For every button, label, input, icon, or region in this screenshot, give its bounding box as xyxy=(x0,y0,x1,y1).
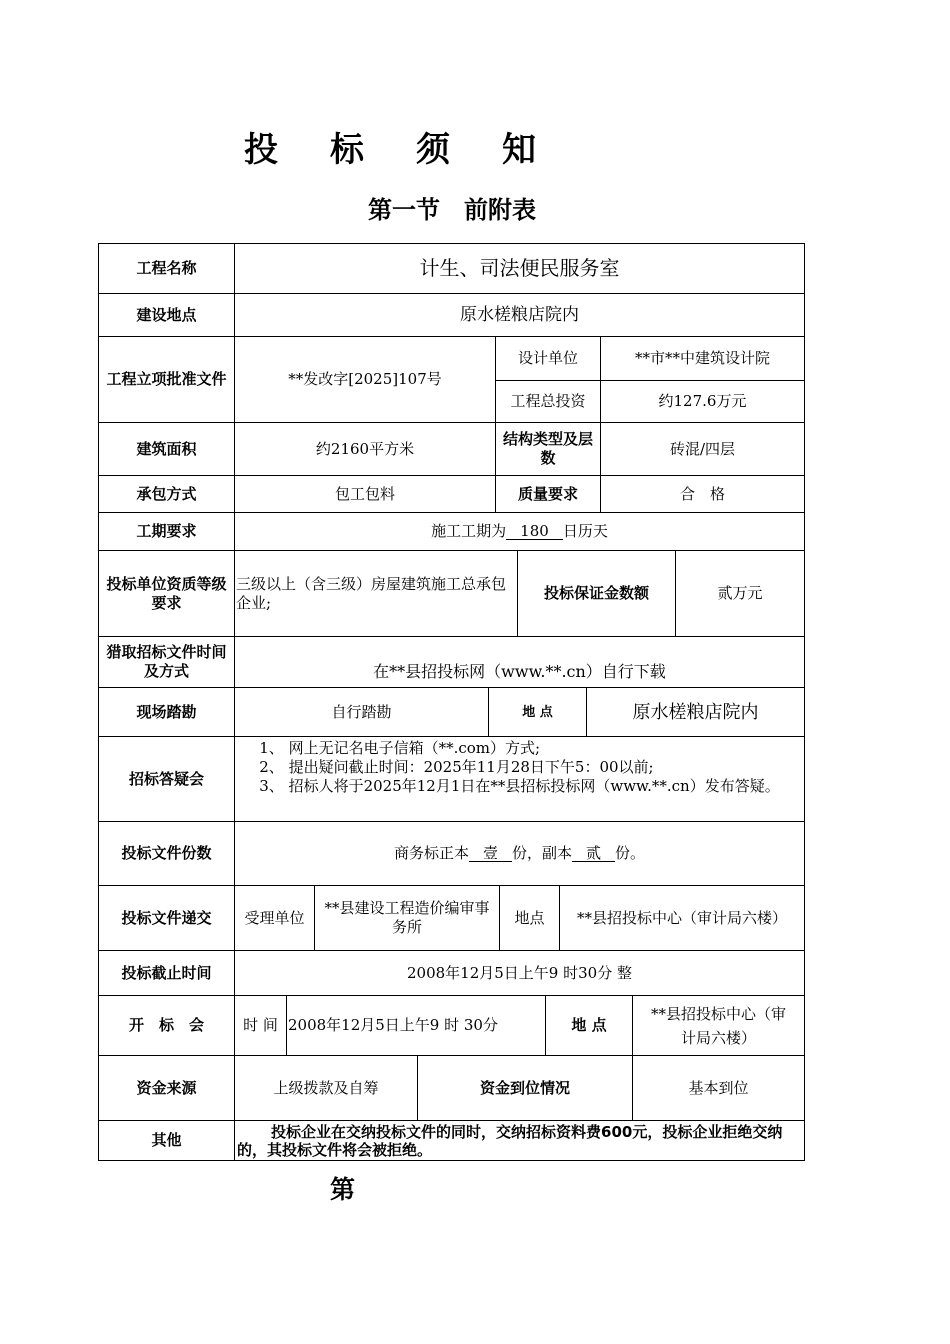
title-char: 知 xyxy=(502,130,536,170)
project-name-label: 工程名称 xyxy=(98,243,235,294)
copies-value xyxy=(234,821,805,886)
area-label: 建筑面积 xyxy=(98,422,235,476)
duration-suffix: 日历天 xyxy=(562,522,608,540)
design-unit-value: **市**中建筑设计院 xyxy=(600,336,805,381)
contract-value: 包工包料 xyxy=(234,475,496,513)
submit-unit-label: 受理单位 xyxy=(234,885,315,951)
area-value: 约2160平方米 xyxy=(234,422,496,476)
bond-label: 投标保证金数额 xyxy=(517,550,676,637)
opening-place-value: **县招投标中心（审计局六楼） xyxy=(632,995,805,1056)
title-char: 须 xyxy=(416,130,450,170)
funds-status-label: 资金到位情况 xyxy=(417,1055,633,1121)
deadline-label: 投标截止时间 xyxy=(98,950,235,996)
quality-label: 质量要求 xyxy=(495,475,601,513)
funds-status-value: 基本到位 xyxy=(632,1055,805,1121)
qa-label: 招标答疑会 xyxy=(98,736,235,822)
duration-days: 180 xyxy=(506,523,563,540)
site-visit-value: 自行踏勘 xyxy=(234,687,489,737)
structure-value: 砖混/四层 xyxy=(600,422,805,476)
duration-label: 工期要求 xyxy=(98,512,235,551)
duration-prefix: 施工工期为 xyxy=(431,522,507,540)
other-label: 其他 xyxy=(98,1120,235,1161)
qualification-label: 投标单位资质等级要求 xyxy=(98,550,235,637)
opening-place-label: 地 点 xyxy=(545,995,633,1056)
deadline-value: 2008年12月5日上午9 时30分 整 xyxy=(234,950,805,996)
copies-label: 投标文件份数 xyxy=(98,821,235,886)
copies-original: 壹 xyxy=(469,845,512,862)
copies-text-1: 商务标正本 xyxy=(393,844,469,862)
qualification-value: 三级以上（含三级）房屋建筑施工总承包企业; xyxy=(234,550,518,637)
copies-duplicate: 贰 xyxy=(572,845,615,862)
site-visit-label: 现场踏勘 xyxy=(98,687,235,737)
site-place-value: 原水槎粮店院内 xyxy=(586,687,805,737)
contract-label: 承包方式 xyxy=(98,475,235,513)
structure-label: 结构类型及层 数 xyxy=(495,422,601,476)
duration-value xyxy=(234,512,805,551)
approval-value: **发改字[2025]107号 xyxy=(234,336,496,423)
opening-time-value: 2008年12月5日上午9 时 30分 xyxy=(286,995,546,1056)
other-value-cell xyxy=(234,1120,805,1161)
design-unit-label: 设计单位 xyxy=(495,336,601,381)
obtain-label: 猎取招标文件时间及方式 xyxy=(98,636,235,688)
submit-place-value: **县招投标中心（审计局六楼） xyxy=(559,885,805,951)
opening-label: 开 标 会 xyxy=(98,995,235,1056)
funds-value: 上级拨款及自筹 xyxy=(234,1055,418,1121)
submit-label: 投标文件递交 xyxy=(98,885,235,951)
copies-text-2: 份，副本 xyxy=(511,844,572,862)
site-place-label: 地 点 xyxy=(488,687,587,737)
location-value: 原水槎粮店院内 xyxy=(234,293,805,337)
qa-value xyxy=(234,736,805,822)
title-char: 标 xyxy=(330,130,364,170)
approval-label: 工程立项批准文件 xyxy=(98,336,235,423)
location-label: 建设地点 xyxy=(98,293,235,337)
copies-text-3: 份。 xyxy=(615,844,646,862)
qa-item: 2、 提出疑问截止时间：2025年11月28日下午5：00以前; xyxy=(259,758,654,776)
qa-item: 1、 网上无记名电子信箱（**.com）方式; xyxy=(259,739,541,757)
funds-label: 资金来源 xyxy=(98,1055,235,1121)
qa-item: 3、 招标人将于2025年12月1日在**县招标投标网（www.**.cn）发布答疑。 xyxy=(259,777,780,795)
submit-place-label: 地点 xyxy=(499,885,560,951)
project-name-value: 计生、司法便民服务室 xyxy=(234,243,805,294)
title-char: 投 xyxy=(244,130,278,170)
document-title xyxy=(0,122,780,171)
obtain-value: 在**县招投标网（www.**.cn）自行下载 xyxy=(234,636,805,688)
other-value: 投标企业在交纳投标文件的同时，交纳招标资料费600元，投标企业拒绝交纳的，其投标文件将会被拒绝。 xyxy=(237,1123,783,1159)
bond-value: 贰万元 xyxy=(675,550,805,637)
investment-label: 工程总投资 xyxy=(495,380,601,423)
submit-unit-value: **县建设工程造价编审事务所 xyxy=(314,885,500,951)
next-section-heading: 第 xyxy=(330,1175,356,1204)
section-subtitle: 第一节 前附表 xyxy=(368,196,536,224)
quality-value: 合 格 xyxy=(600,475,805,513)
opening-time-label: 时 间 xyxy=(234,995,287,1056)
investment-value: 约127.6万元 xyxy=(600,380,805,423)
